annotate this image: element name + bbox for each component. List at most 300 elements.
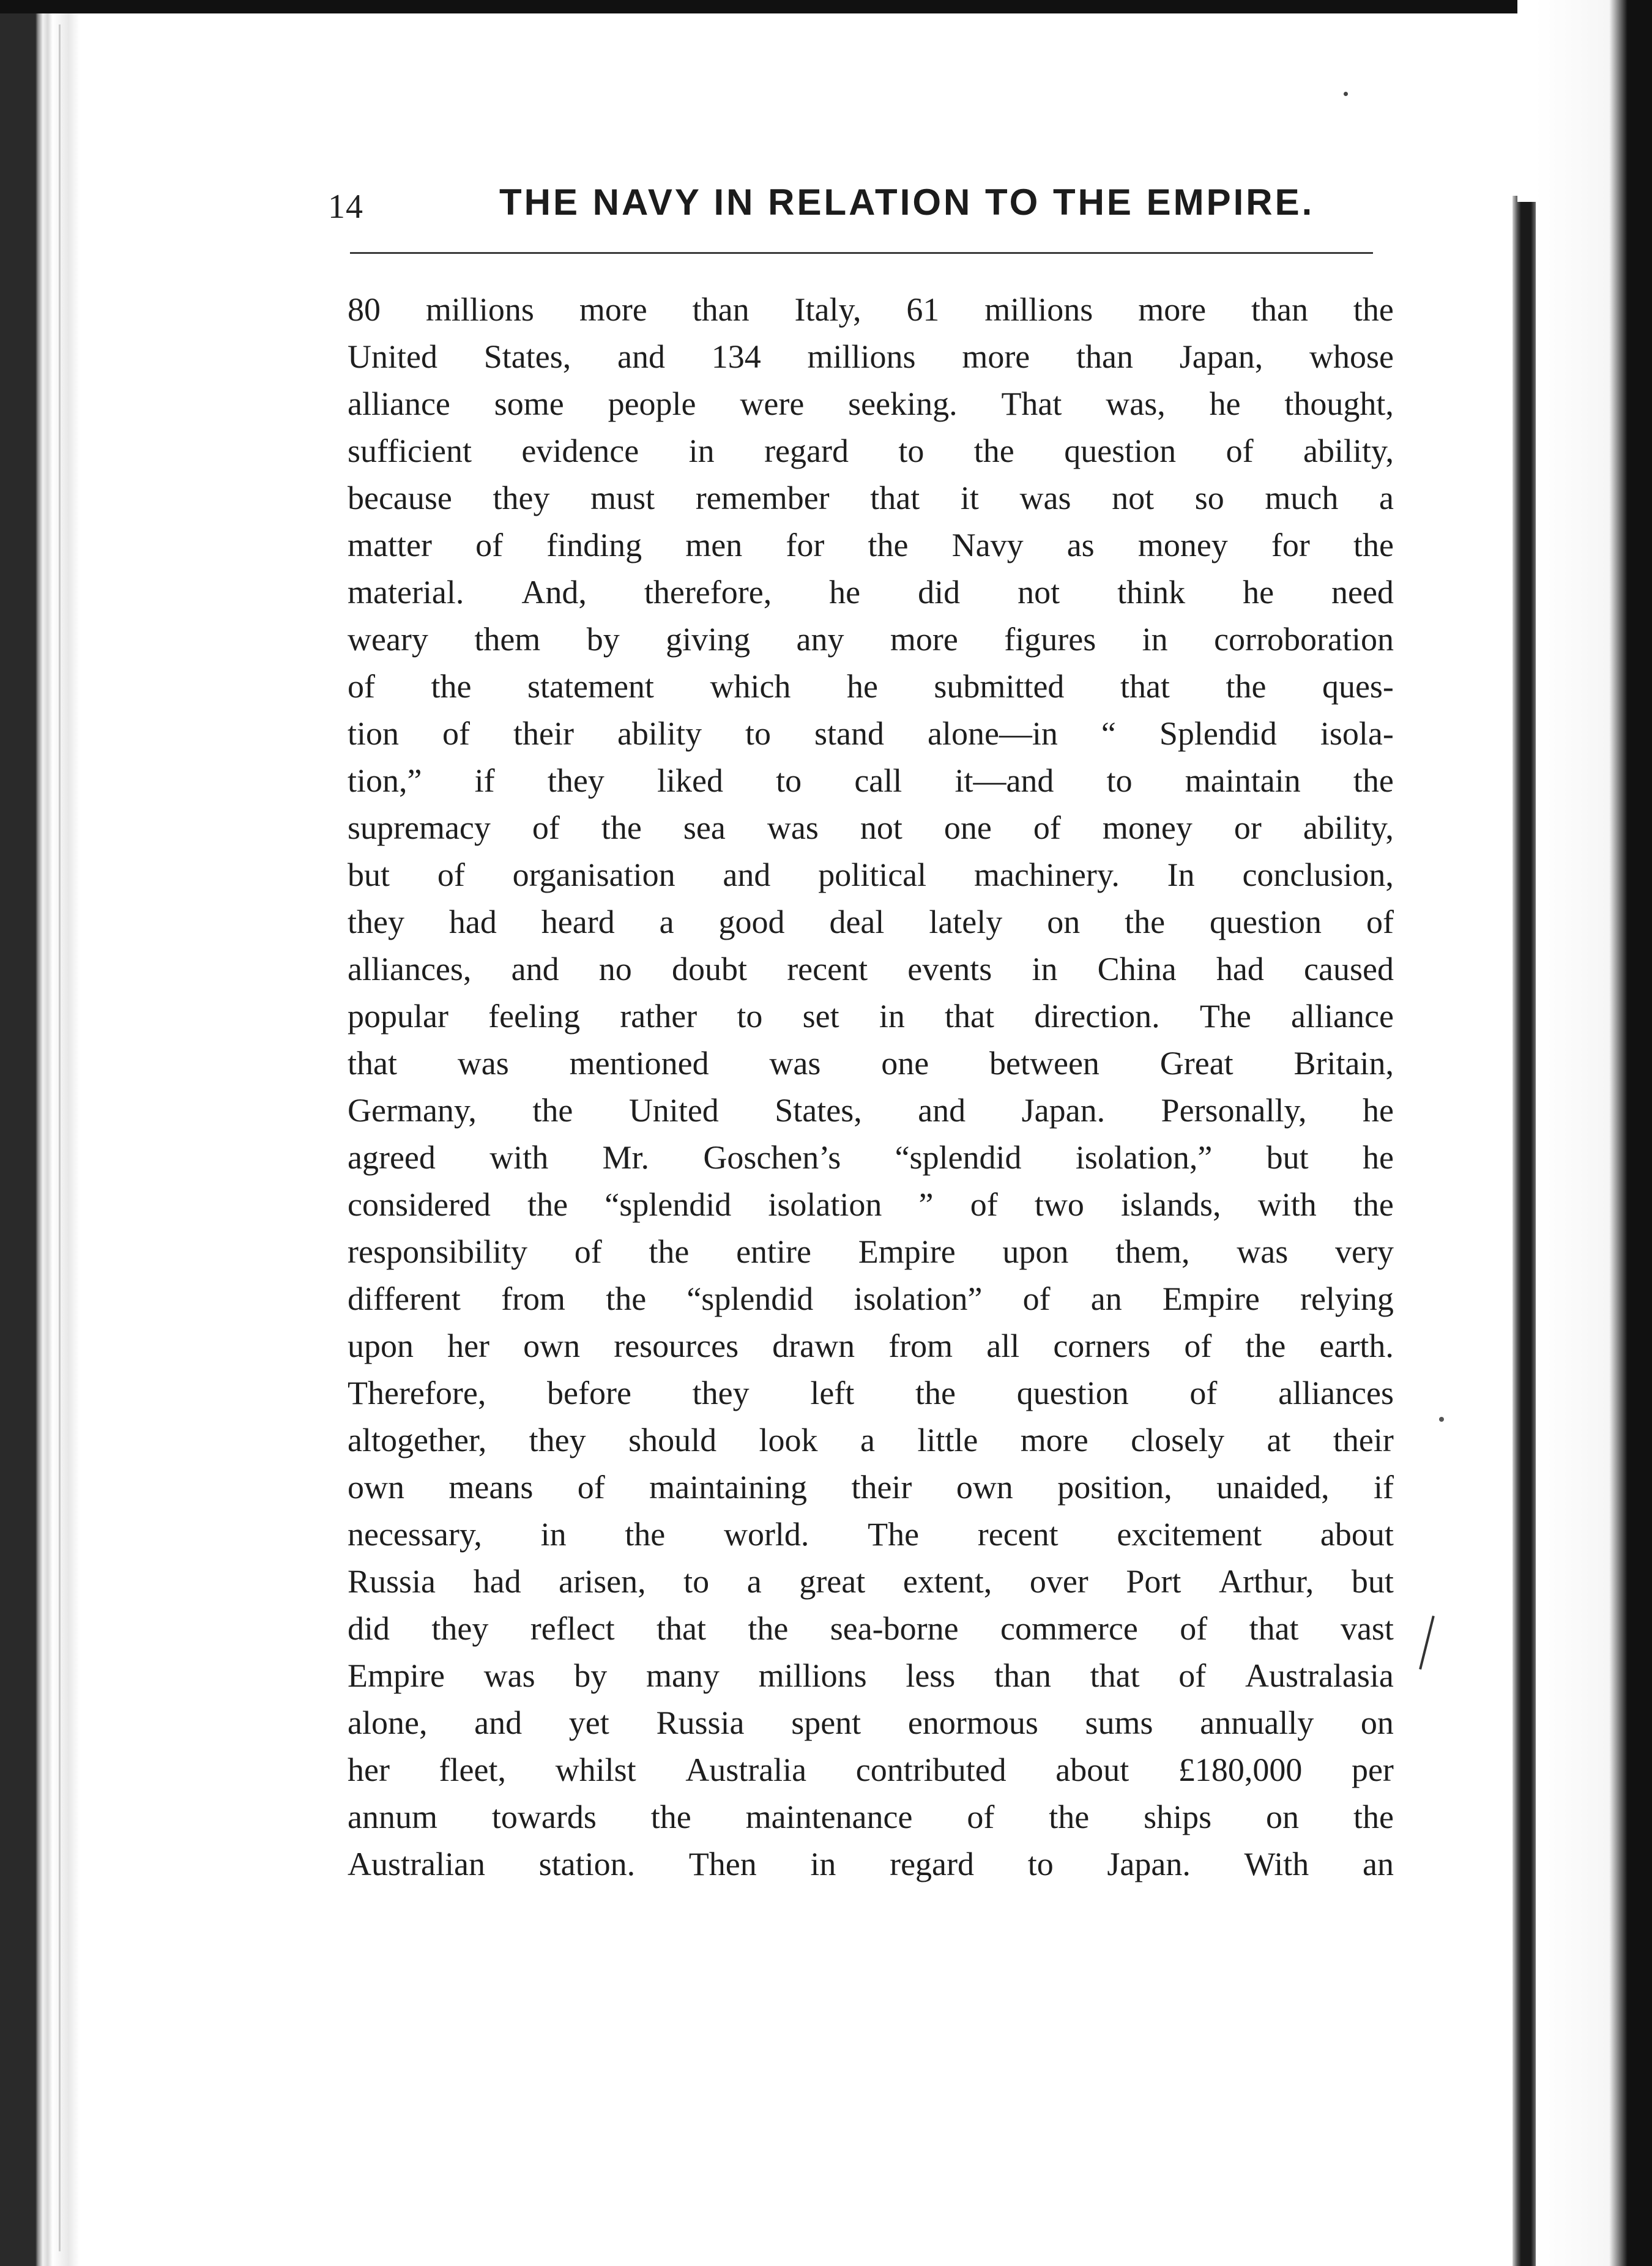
word: their	[851, 1469, 912, 1506]
word: Empire	[858, 1233, 956, 1270]
word: and	[723, 856, 771, 893]
text-line	[348, 1794, 1394, 1841]
word: the	[532, 1092, 573, 1129]
word: they	[348, 904, 404, 940]
word: United	[348, 338, 437, 375]
word: because	[348, 480, 452, 516]
word: means	[448, 1469, 534, 1506]
text-line	[348, 1700, 1394, 1747]
text-line	[348, 428, 1394, 475]
word: feeling	[488, 998, 581, 1035]
word: 80	[348, 291, 381, 328]
word: the	[1353, 1186, 1394, 1223]
word: Japan.	[1021, 1092, 1106, 1129]
word: Japan,	[1179, 338, 1263, 375]
word: regard	[764, 433, 849, 469]
text-line	[348, 899, 1394, 946]
word: drawn	[772, 1328, 855, 1364]
word: extent,	[902, 1563, 992, 1600]
word: did	[918, 574, 961, 611]
word: In	[1167, 856, 1195, 893]
word: Then	[688, 1846, 757, 1882]
word: earth.	[1319, 1328, 1394, 1364]
word: was	[483, 1657, 535, 1694]
word: them,	[1115, 1233, 1190, 1270]
text-line	[348, 804, 1394, 852]
word: was,	[1106, 385, 1166, 422]
word: that	[1120, 668, 1170, 705]
word: the	[649, 1233, 690, 1270]
word: was	[769, 1045, 821, 1082]
word: of	[967, 1799, 995, 1835]
word: than	[692, 291, 750, 328]
page-right-shadow	[1512, 196, 1536, 2266]
word: States,	[775, 1092, 862, 1129]
header-rule	[350, 252, 1373, 254]
word: “	[1101, 715, 1116, 752]
text-line	[348, 1417, 1394, 1464]
word: Australia	[685, 1752, 807, 1788]
word: figures	[1004, 621, 1096, 658]
word: than	[1251, 291, 1309, 328]
word: ability	[617, 715, 702, 752]
word: and	[617, 338, 665, 375]
word: tion	[348, 715, 400, 752]
text-line	[348, 1134, 1394, 1181]
word: Australasia	[1245, 1657, 1394, 1694]
word: in	[688, 433, 715, 469]
word: considered	[348, 1186, 491, 1223]
scan-speck	[1439, 1417, 1444, 1422]
word: spent	[791, 1704, 861, 1741]
word: material.	[348, 574, 464, 611]
text-line	[348, 1511, 1394, 1558]
word: look	[759, 1422, 818, 1458]
word: alliance	[1291, 998, 1394, 1035]
text-line	[348, 1558, 1394, 1605]
word: the	[1049, 1799, 1090, 1835]
text-line	[348, 663, 1394, 710]
word: the	[1353, 527, 1394, 563]
word: the	[1353, 762, 1394, 799]
text-line	[348, 946, 1394, 993]
text-line	[348, 475, 1394, 522]
word: vast	[1340, 1610, 1394, 1647]
word: Navy	[951, 527, 1024, 563]
word: was	[767, 809, 819, 846]
text-line	[348, 1652, 1394, 1700]
binding-edge	[0, 0, 92, 2266]
word: that	[348, 1045, 397, 1082]
word: to	[898, 433, 925, 469]
word: the	[650, 1799, 691, 1835]
word: The	[1199, 998, 1251, 1035]
word: heard	[541, 904, 615, 940]
word: it	[960, 480, 979, 516]
word: giving	[666, 621, 751, 658]
word: contributed	[855, 1752, 1006, 1788]
word: he	[846, 668, 878, 705]
word: Mr.	[602, 1139, 650, 1176]
word: ability,	[1303, 433, 1394, 469]
word: that	[1249, 1610, 1299, 1647]
word: little	[917, 1422, 978, 1458]
word: their	[513, 715, 574, 752]
word: set	[802, 998, 839, 1035]
text-line	[348, 1605, 1394, 1652]
word: millions	[807, 338, 916, 375]
word: rather	[620, 998, 698, 1035]
word: must	[590, 480, 655, 516]
word: but	[348, 856, 390, 893]
word: alliances	[1278, 1375, 1394, 1411]
word: “splendid	[686, 1280, 814, 1317]
word: thought,	[1284, 385, 1394, 422]
word: was	[1019, 480, 1071, 516]
word: ability,	[1303, 809, 1394, 846]
word: responsibility	[348, 1233, 527, 1270]
word: supremacy	[348, 809, 491, 846]
word: about	[1320, 1516, 1394, 1553]
word: a	[1379, 480, 1394, 516]
word: popular	[348, 998, 448, 1035]
word: them	[474, 621, 541, 658]
word: call	[854, 762, 902, 799]
word: he	[829, 574, 861, 611]
word: the	[868, 527, 909, 563]
word: Germany,	[348, 1092, 477, 1129]
word: it—and	[954, 762, 1054, 799]
word: at	[1267, 1422, 1291, 1458]
text-line	[348, 522, 1394, 569]
running-title: THE NAVY IN RELATION TO THE EMPIRE.	[499, 182, 1315, 223]
word: were	[740, 385, 805, 422]
word: they	[529, 1422, 586, 1458]
word: of	[442, 715, 470, 752]
word: a	[860, 1422, 875, 1458]
text-line	[348, 286, 1394, 333]
word: two	[1034, 1186, 1084, 1223]
word: with	[489, 1139, 549, 1176]
word: States,	[483, 338, 571, 375]
word: of	[1033, 809, 1061, 846]
word: of	[970, 1186, 998, 1223]
word: millions	[425, 291, 534, 328]
word: sea-borne	[830, 1610, 959, 1647]
word: Great	[1159, 1045, 1233, 1082]
word: than	[994, 1657, 1051, 1694]
word: more	[890, 621, 958, 658]
word: he	[1243, 574, 1274, 611]
word: Empire	[1162, 1280, 1260, 1317]
word: “splendid	[605, 1186, 732, 1223]
word: and	[511, 951, 559, 987]
word: resources	[614, 1328, 739, 1364]
word: a	[746, 1563, 762, 1600]
word: he	[1209, 385, 1241, 422]
word: of	[348, 668, 375, 705]
word: closely	[1131, 1422, 1225, 1458]
word: question	[1016, 1375, 1129, 1411]
word: the	[606, 1280, 647, 1317]
word: With	[1244, 1846, 1309, 1882]
word: great	[799, 1563, 866, 1600]
word: alone,	[348, 1704, 428, 1741]
word: the	[431, 668, 472, 705]
word: lately	[929, 904, 1003, 940]
word: need	[1331, 574, 1394, 611]
word: Empire	[348, 1657, 445, 1694]
word: own	[348, 1469, 404, 1506]
word: 61	[906, 291, 940, 328]
word: liked	[657, 762, 723, 799]
word: question	[1064, 433, 1177, 469]
word: matter	[348, 527, 432, 563]
word: therefore,	[644, 574, 772, 611]
word: statement	[527, 668, 654, 705]
word: should	[628, 1422, 717, 1458]
word: whose	[1309, 338, 1394, 375]
word: whilst	[555, 1752, 636, 1788]
word: Splendid	[1159, 715, 1277, 752]
word: millions	[758, 1657, 867, 1694]
word: Britain,	[1293, 1045, 1394, 1082]
word: conclusion,	[1242, 856, 1394, 893]
word: necessary,	[348, 1516, 482, 1553]
word: than	[1076, 338, 1134, 375]
word: per	[1351, 1752, 1394, 1788]
word: isolation”	[854, 1280, 983, 1317]
page-right-edge	[1536, 0, 1652, 2266]
word: of	[475, 527, 504, 563]
word: to	[776, 762, 802, 799]
word: regard	[890, 1846, 975, 1882]
word: the	[915, 1375, 956, 1411]
word: alliances,	[348, 951, 472, 987]
text-line	[348, 757, 1394, 804]
word: agreed	[348, 1139, 436, 1176]
word: position,	[1057, 1469, 1172, 1506]
word: the	[1226, 668, 1267, 705]
word: mentioned	[569, 1045, 709, 1082]
word: yet	[568, 1704, 609, 1741]
word: excitement	[1117, 1516, 1262, 1553]
word: to	[683, 1563, 710, 1600]
word: that	[945, 998, 995, 1035]
margin-mark	[1419, 1616, 1435, 1670]
word: doubt	[671, 951, 747, 987]
word: sums	[1085, 1704, 1153, 1741]
word: unaided,	[1216, 1469, 1330, 1506]
word: in	[540, 1516, 567, 1553]
word: Italy,	[794, 291, 861, 328]
word: to	[1027, 1846, 1054, 1882]
word: United	[628, 1092, 719, 1129]
word: think	[1117, 574, 1186, 611]
word: that	[657, 1610, 706, 1647]
word: the	[748, 1610, 789, 1647]
word: on	[1047, 904, 1081, 940]
word: isolation	[768, 1186, 882, 1223]
word: if	[1373, 1469, 1394, 1506]
word: had	[1216, 951, 1264, 987]
word: one	[943, 809, 992, 846]
word: commerce	[1000, 1610, 1138, 1647]
word: of	[532, 809, 560, 846]
word: of	[574, 1233, 602, 1270]
word: £180,000	[1178, 1752, 1303, 1788]
word: on	[1266, 1799, 1300, 1835]
word: and	[918, 1092, 966, 1129]
word: many	[646, 1657, 720, 1694]
word: ques-	[1322, 668, 1394, 705]
word: very	[1334, 1233, 1394, 1270]
word: they	[547, 762, 605, 799]
word: reflect	[530, 1610, 615, 1647]
word: good	[718, 904, 785, 940]
word: more	[579, 291, 647, 328]
word: millions	[984, 291, 1093, 328]
body-text	[348, 286, 1394, 1888]
word: did	[348, 1610, 390, 1647]
word: relying	[1300, 1280, 1394, 1317]
word: he	[1362, 1092, 1394, 1129]
text-line	[348, 1040, 1394, 1087]
word: an	[1362, 1846, 1394, 1882]
word: some	[494, 385, 564, 422]
word: for	[1271, 527, 1310, 563]
word: stand	[814, 715, 884, 752]
word: with	[1257, 1186, 1317, 1223]
word: all	[986, 1328, 1020, 1364]
text-line	[348, 1464, 1394, 1511]
word: was	[457, 1045, 509, 1082]
word: the	[1245, 1328, 1286, 1364]
word: on	[1360, 1704, 1394, 1741]
scan-top-border	[0, 0, 1652, 13]
word: sufficient	[348, 433, 472, 469]
word: Australian	[348, 1846, 485, 1882]
word: that	[870, 480, 920, 516]
word: of	[1184, 1328, 1212, 1364]
word: not	[860, 809, 902, 846]
word: “splendid	[895, 1139, 1022, 1176]
word: caused	[1304, 951, 1394, 987]
word: political	[818, 856, 927, 893]
word: left	[810, 1375, 855, 1411]
word: the	[973, 433, 1014, 469]
text-line	[348, 1276, 1394, 1323]
word: finding	[546, 527, 642, 563]
word: as	[1066, 527, 1095, 563]
text-line	[348, 569, 1394, 616]
word: enormous	[907, 1704, 1038, 1741]
word: not	[1018, 574, 1060, 611]
word: organisation	[512, 856, 675, 893]
word: Russia	[656, 1704, 745, 1741]
word: from	[888, 1328, 953, 1364]
text-line	[348, 1370, 1394, 1417]
word: corroboration	[1214, 621, 1394, 658]
word: they	[431, 1610, 489, 1647]
word: in	[810, 1846, 836, 1882]
word: or	[1233, 809, 1262, 846]
word: men	[685, 527, 743, 563]
word: entire	[736, 1233, 812, 1270]
word: had	[473, 1563, 521, 1600]
word: about	[1055, 1752, 1129, 1788]
word: money	[1102, 809, 1192, 846]
word: world.	[723, 1516, 809, 1553]
word: question	[1210, 904, 1322, 940]
word: more	[962, 338, 1030, 375]
word: altogether,	[348, 1422, 487, 1458]
word: so	[1194, 480, 1224, 516]
word: of	[1366, 904, 1394, 940]
word: one	[881, 1045, 929, 1082]
word: China	[1097, 951, 1177, 987]
word: upon	[348, 1328, 414, 1364]
word: annum	[348, 1799, 437, 1835]
word: her	[447, 1328, 490, 1364]
word: maintenance	[745, 1799, 913, 1835]
word: money	[1137, 527, 1228, 563]
word: was	[1237, 1233, 1289, 1270]
word: the	[527, 1186, 568, 1223]
word: from	[501, 1280, 566, 1317]
word: to	[1106, 762, 1133, 799]
word: corners	[1053, 1328, 1151, 1364]
word: events	[907, 951, 992, 987]
word: before	[547, 1375, 631, 1411]
word: an	[1090, 1280, 1122, 1317]
word: more	[1020, 1422, 1088, 1458]
word: they	[493, 480, 550, 516]
text-line	[348, 1087, 1394, 1134]
word: the	[601, 809, 642, 846]
word: had	[448, 904, 497, 940]
word: islands,	[1121, 1186, 1221, 1223]
word: if	[474, 762, 495, 799]
word: by	[586, 621, 620, 658]
text-line	[348, 616, 1394, 663]
word: their	[1333, 1422, 1394, 1458]
word: in	[1142, 621, 1168, 658]
word: in	[1032, 951, 1058, 987]
word: annually	[1200, 1704, 1314, 1741]
word: a	[659, 904, 674, 940]
word: Port	[1126, 1563, 1181, 1600]
word: different	[348, 1280, 461, 1317]
word: the	[625, 1516, 666, 1553]
word: over	[1029, 1563, 1088, 1600]
word: alliance	[348, 385, 450, 422]
word: own	[956, 1469, 1013, 1506]
word: recent	[787, 951, 868, 987]
word: to	[737, 998, 763, 1035]
word: maintaining	[649, 1469, 808, 1506]
word: Japan.	[1107, 1846, 1191, 1882]
word: the	[1353, 291, 1394, 328]
word: of	[1178, 1657, 1207, 1694]
word: her	[348, 1752, 390, 1788]
word: but	[1351, 1563, 1394, 1600]
word: own	[523, 1328, 581, 1364]
word: to	[745, 715, 771, 752]
word: fleet,	[439, 1752, 506, 1788]
word: arisen,	[559, 1563, 646, 1600]
word: but	[1266, 1139, 1309, 1176]
